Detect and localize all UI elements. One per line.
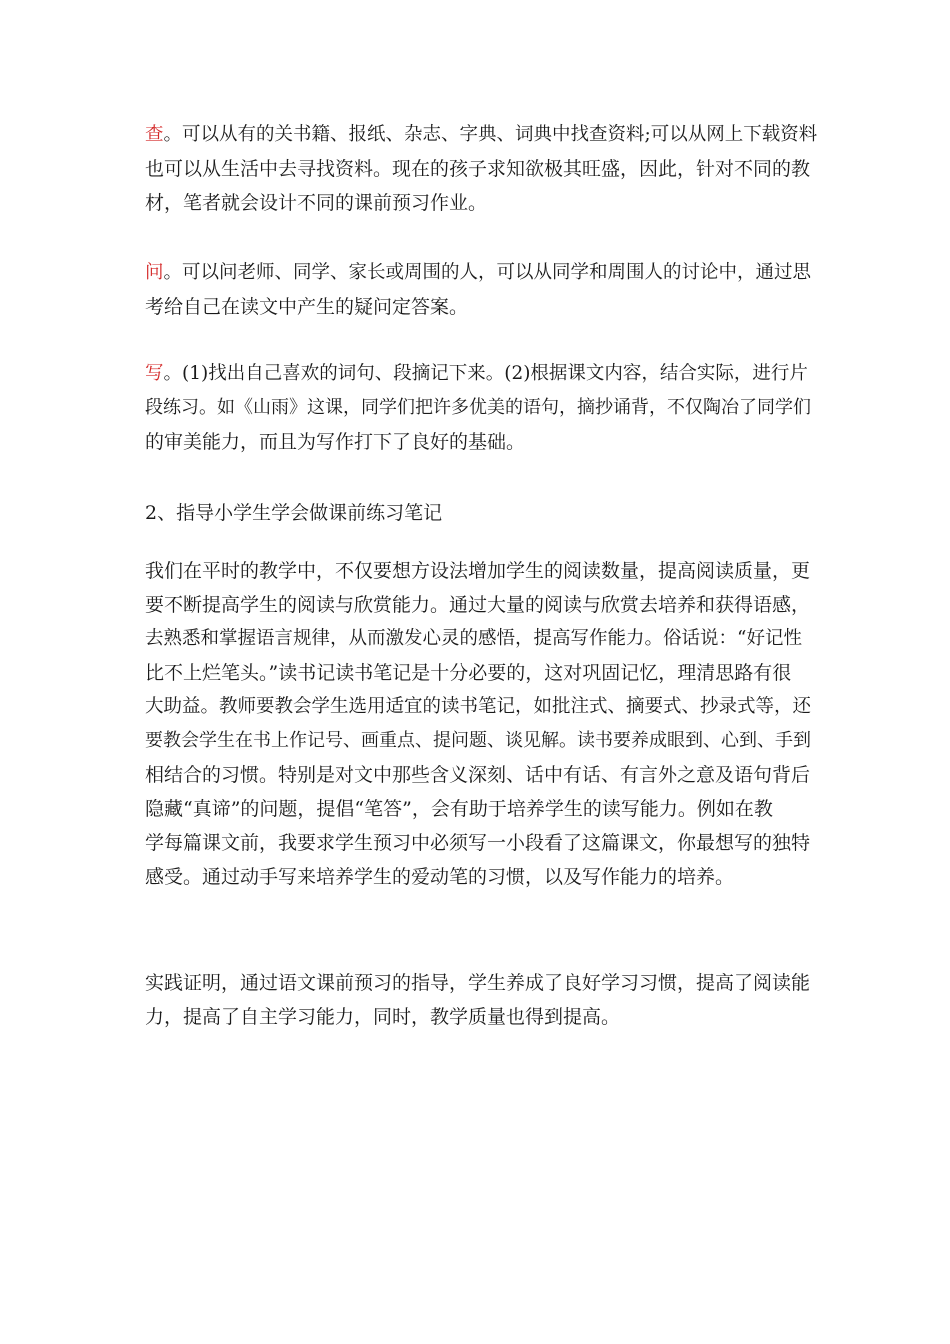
- paragraph-line: 的审美能力，而且为写作打下了良好的基础。: [145, 431, 526, 453]
- section-heading: [145, 496, 815, 530]
- paragraph-line: 大助益。教师要教会学生选用适宜的读书笔记，如批注式、摘要式、抄录式等，还: [145, 696, 812, 717]
- paragraph-conclusion: [145, 966, 815, 1034]
- paragraph-line: 实践证明，通过语文课前预习的指导，学生养成了良好学习习惯，提高了阅读能: [145, 972, 811, 994]
- paragraph-reading-notes: [145, 554, 815, 894]
- paragraph-line: 材，笔者就会设计不同的课前预习作业。: [145, 192, 488, 214]
- paragraph-line: 力，提高了自主学习能力，同时，教学质量也得到提高。: [145, 1006, 621, 1028]
- paragraph-line: 要教会学生在书上作记号、画重点、提问题、谈见解。读书要养成眼到、心到、手到: [145, 730, 811, 751]
- keyword-cha: 查: [145, 124, 164, 145]
- paragraph-line: 隐藏“真谛”的问题，提倡“笔答”，会有助于培养学生的读写能力。例如在教: [145, 798, 773, 820]
- paragraph-line: 比不上烂笔头。”读书记读书笔记是十分必要的，这对巩固记忆，理清思路有很: [145, 662, 792, 684]
- paragraph-line: 段练习。如《山雨》这课，同学们把许多优美的语句，摘抄诵背，不仅陶冶了同学们: [145, 397, 811, 418]
- paragraph-line: 我们在平时的教学中，不仅要想方设法增加学生的阅读数量，提高阅读质量，更: [145, 560, 811, 582]
- paragraph-cha: [145, 118, 818, 220]
- keyword-xie: 写: [145, 363, 164, 384]
- heading-text: 2、指导小学生学会做课前练习笔记: [145, 502, 443, 524]
- paragraph-line: 相结合的习惯。特别是对文中那些含义深刻、话中有话、有言外之意及语句背后: [145, 764, 811, 786]
- paragraph-line: [145, 118, 818, 152]
- paragraph-wen: [145, 256, 815, 324]
- paragraph-line: 去熟悉和掌握语言规律，从而激发心灵的感悟，提高写作能力。俗话说：“好记性: [145, 628, 802, 649]
- line-text: 。(1)找出自己喜欢的词句、段摘记下来。(2)根据课文内容，结合实际，进行片: [163, 363, 808, 384]
- paragraph-xie: [145, 357, 815, 459]
- keyword-wen: 问: [145, 262, 164, 283]
- paragraph-line: 感受。通过动手写来培养学生的爱动笔的习惯，以及写作能力的培养。: [145, 866, 735, 888]
- line-text: 。可以从有的关书籍、报纸、杂志、字典、词典中找查资料;可以从网上下载资料: [163, 124, 818, 145]
- paragraph-line: [145, 256, 815, 290]
- paragraph-line: 学每篇课文前，我要求学生预习中必须写一小段看了这篇课文，你最想写的独特: [145, 832, 811, 854]
- paragraph-line: 也可以从生活中去寻找资料。现在的孩子求知欲极其旺盛，因此，针对不同的教: [145, 158, 811, 180]
- paragraph-line: 考给自己在读文中产生的疑问定答案。: [145, 296, 469, 318]
- paragraph-line: 要不断提高学生的阅读与欣赏能力。通过大量的阅读与欣赏去培养和获得语感，: [145, 594, 811, 616]
- line-text: 。可以问老师、同学、家长或周围的人，可以从同学和周围人的讨论中，通过思: [163, 262, 812, 283]
- paragraph-line: [145, 357, 815, 391]
